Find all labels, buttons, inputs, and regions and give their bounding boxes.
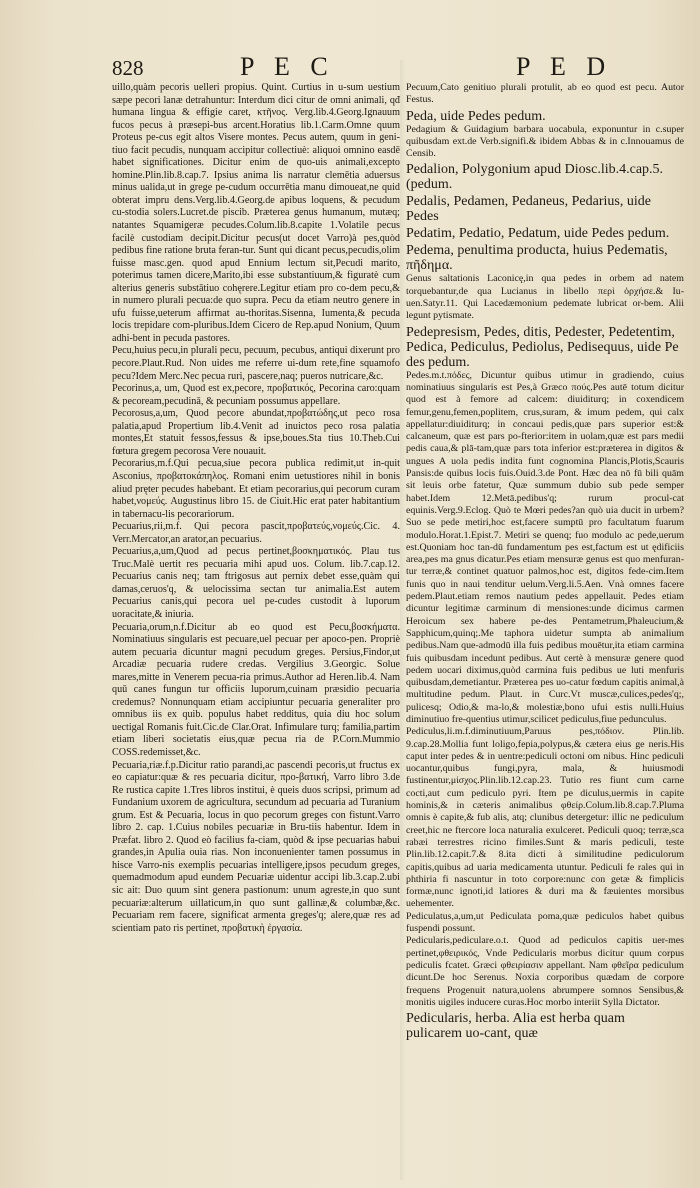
dictionary-entry: Pedatim, Pedatio, Pedatum, uide Pedes pedum. [406,226,670,242]
running-header [0,50,700,86]
right-column [406,82,684,1176]
dictionary-entry: Pedes.m.t.πόδες, Dicuntur quibus utimur in gradiendo, cuius nominatiuus singularis est Pes,à Græco πούς.Pes autē totum dicitur quod est à femore ad calcem: diuiditurq; in coxendicem femur,genu,femen,poplitem, crus,suram, & imum pedem, qui calx appellatur:diuiditurq; in concaui pedis,quæ pars superior est:& calcaneum, quæ est pars po-fterior:item in uolam,quæ est pars medii pedis caua,& plā-tam,quæ pars tota inferior est:præterea in digitos & ungues A uola pedis indita funt cognomina Plancis,Plotis,Scauris Pansis:de quibus locis fuis.Ouid.3.de Pont. Hæc dea nō fū bili quām sit leuis orbe fatetur, Quæ summum dubio sub pede semper habet.Idem 12.Metā.pedibus'q; rurum procul-cat equinis.Verg.9.Eclog. Quò te Mœri pedes?an quò uia ducit in urbem?Suo se pede metiri,hoc est,facere sumptū pro facultatum fuarum modulo.Horat.1.Epist.7. Metiri se quenq; fuo modulo ac pede,uerum est.Quoniam hoc tan-dū fundamentum pes est,factum est ut ędificiis area,pes ma gnus dicatur.Pes etiam mensuræ genus est quo menfuran-tur terræ,& continet quatuor palmos,hoc est, digitos fede-cim.Item funis quo in naui tenditur uelum.Verg.li.5.Aen. Vnà omnes facere pedem.Plaut.etiam remos nautium pedes appellauit. Pedes etiam dicuntur legitimæ carminum di mensiones:unde dicimus carmen Heroicum sex habere pe-des Pentametrum,Phaleucium,& Sapphicum,quinq;.Me taphora uidetur sumpta ab animalium pedibus.Nam que-admodū illa fuis pedibus mouētur,ita etiam carmina fuis quibusdam incedunt pedibus. Aut certè à mensuræ genere quod pedem uocari diximus,quòd carmina fuis pedibus ue luti menfuris quibusdam,demetiantur. Præterea pes uo-catur fœdum capitis animal,à multitudine pedum. Plaut. in Curc.Vt muscæ,culices,pedes'q;, pulicesq; Odio,& ma-lo,& molestiæ,bono ufui estis nulli.Huius diminutiuo fre-quentius utimur,scilicet pediculus,fiue pedunculus. [406,369,684,725]
guide-word-left: P E C [240,52,335,81]
dictionary-entry: Pecuum,Cato genitiuo plurali protulit, ab eo quod est pecu. Autor Festus. [406,82,684,106]
dictionary-entry: Pedalis, Pedamen, Pedaneus, Pedarius, uide Pedes [406,194,651,225]
dictionary-entry: Pedicularis,pediculare.o.t. Quod ad pediculos capitis uer-mes pertinet,φθειρικός, Vnde Pedicularis morbus dicitur quum corpus pediculis fcatet. Græci φθειρίασιν appellant. Nam φθεῖρα pediculum dicunt.De hoc Serenus. Noxia corporibus quædam de corpore frequens Progenuit natura,uolens abrumpere somnos Sensibus,& monitis uigiles inducere curas.Hoc morbo interiit Sylla Dictator. [406,935,684,1008]
dictionary-entry: Pecorinus,a, um, Quod est ex,pecore, προβατικός, Pecorina caro:quam & pecoream,pecudinā, & pecuniam possumus appellare. [112,383,400,407]
dictionary-entry: Pecuaria,orum,n.f.Dicitur ab eo quod est Pecu,βοσκήματα. Nominatiuus singularis est pecuare,uel pecuar per apoco-pen. Propriè autem pecuaria dicuntur magni pecudum greges. Persius,Findor,ut Arcadiæ pecuaria rudere credas. Vergilius 3.Georgic. Solue mares,mitte in Venerem pecua-ria primus.Author ad Heren.lib.4. Nam quū canes fungun tur officiis luporum,cuinam præsidio pecuaria credemus? Nonnunquam etiam accipiuntur pecuaria generaliter pro omnibus iis ex quib. populus habet redditus, quia diu hoc solum uectigal Romanis fuit.Cic.de Clar.Orat. Infimulare turq; familia,partim etiam liberi societatis eius,quæ pecua ria de P.Corn.Mummio COSS.redemisset,&c. [112,621,400,758]
page-number: 828 [112,56,144,80]
dictionary-entry: Pedepresism, Pedes, ditis, Pedester, Pedetentim, Pedica, Pediculus, Pediolus, Pedisequus, uide Pe des pedum. [406,324,679,370]
dictionary-entry: Pedalion, Polygonium apud Diosc.lib.4.cap.5. (pedum. [406,162,664,193]
dictionary-entry: Pecuaria,riæ.f.p.Dicitur ratio parandi,ac pascendi pecoris,ut fructus ex eo capiatur:quæ & res pecuaria dicitur, προ-βατική, Varro libro 3.de Re rustica capite 1.Tres libros institui, è queis duos scripsi, primum ad Fundanium uxorem de agricultura, secundum ad pecuaria ad Turanium grum. Est & Pecuaria, locus in quo pecorum greges con fistunt.Varro libro 2. cap. 1.Cuius nobiles pecuariæ in Bru-tiis habentur. Idem in Præfat. libro 2. Quod eò facilius fa-ciam, quòd & ipse pecuarias habui grandes,in Apulia ouia rias. Non inconuenienter tamen possumus in hisce Varro-nis exemplis pecuarias intelligere,ipsos pecudum greges, quemadmodum apud eundem Pecuariæ uidentur accipi lib.3.cap.2.ubi sic ait: Duo quum sint genera pastionum: unum agreste,in quo sunt pecuariæ:alterum uillaticum,in quo sunt gallinæ,& columbæ,&c. Pecuariam rem facere, significat armenta greges'q; alere,quæ res ad scientiam pato ris pertinet, προβατικὴ ἐργασία. [112,759,400,934]
dictionary-entry: Pedicularis, herba. Alia est herba quam pulicarem uo-cant, quæ [406,1011,625,1042]
dictionary-entry: uillo,quàm pecoris uelleri propius. Quint. Curtius in u-sum uestium sæpe pecori lanæ detrahuntur: Interdum dici citur de omni animali, qđ humana lingua & effigie caret, κτῆνος. Verg.lib.4.Georg.Ignauum fucos pecus à præsepi-bus arcent.Horatius lib.1.Carm.Omne quum Proteus pe-cus egit altos Visere montes. Pecus autem, quum in geni-tiuo facit pecudis, nunquam accipitur collectiuè: aliquoi omnino easdē habet significationes. Dicitur enim de quo-uis animali,excepto homine.Plin.lib.8.cap.7. Ipsius anima lis narratur clemētia aduersus minus ualida,ut in grege pe-cudum occurrētia manu dimoueat,ne quid obterat impru dens.Verg.lib.4.Georg.de apibus loquens, & pecudum cu-stodia solers.Lucret.de piscib. Præterea genus humanum, mutæq; natantes Squamigeræ pecudes.Colum.lib.8.capite 1.Volatile pecus facilè custodiam decipit.Dicitur pecus(ut docet Varro)à pes,quòd pedibus fine ratione bruta feran-tur. Sunt qui dicant pecus,pecudis,olim fuisse masc.gen. quod apud Ennium lectum sit,Pecudi marito, poterimus tamen dicere,Marito,ibi esse substantiuum,& figuratè cum alterius generis substātiuo cohęrere.Legitur etiam pro co-dem pecu,& in numero plurali pecua:de quo supra. Pecu da etiam neutro genere in ufu fuisse,ueterum affirmat au-thoritas.Sisenna, Iumenta,& pecuda locis trepidare com-pluribus.Idem Cicero de Rep.apud Nonium, Quum adhi-bent in pecuda pastores. [112,82,400,344]
dictionary-entry: Pediculatus,a,um,ut Pediculata poma,quæ pediculos habet quibus fuspendi possunt. [406,910,684,935]
dictionary-entry: Pedema, penultima producta, huius Pedematis, πῆδημα. [406,243,668,274]
dictionary-entry: Pediculus,li.m.f.diminutiuum,Paruus pes,πόδιον. Plin.lib. 9.cap.28.Mollia funt loligo,fepia,polypus,& cætera eius ge neris.His caput inter pedes & in uentre:pediculi octoni om nibus. Hinc pediculi uocantur,quibus fungi,pyra, mala, & huiusmodi fustinentur,μίσχος.Plin.lib.12.cap.23. Tutio res fiunt cum carne cocti,aut cum pediculo pyri. Item pe diculus,uermis in capite hominis,& in cæteris animalibus φθείρ.Colum.lib.8.cap.7.Pluma omnis è capite,& fub alis, atq; clunibus detergetur: illic ne pediculum creet,hic ne ftercore loca naturalia exulceret. Pediculi quoq; terræ,sca rabæi terrestres ricino fimiles.Sunt & maris pediculi, teste Plin.lib.12.capit.7.& 8.ita dicti à similitudine pediculorum capitis,quibus ad uaria medicamenta utuntur. Pediculi fe rales qui in phthiria fi nascuntur in toto corpore:nunc con getæ & fimplicis formæ,nunc ignoti,id latiores & duri ma & fæuientes morsibus uehementer. [406,726,684,910]
dictionary-entry: Pecorosus,a,um, Quod pecore abundat,προβατώδης,ut peco rosa palatia,apud Propertium lib.4.Venit ad inuictos peco rosa palatia montes,Et statuit fessos,fessus & ipse,boues.Sta tius 10.Theb.Cui fœtura gregem pecorosa Vere nouauit. [112,408,400,457]
guide-word-right: P E D [516,52,613,81]
dictionary-entry: Pecuarius,rii,m.f. Qui pecora pascit,προβατεύς,νομεύς.Cic. 4. Verr.Mercator,an arator,an pecuarius. [112,521,400,545]
dictionary-entry: Genus saltationis Laconicę,in qua pedes in orbem ad natem torquebantur,de qua Lucianus in libello περὶ ὀρχήσε.& Iu-uen.Satyr.11. Qui Lacedæmonium pedemate lubricat or-bem. Alii legunt pytismate. [406,273,684,322]
dictionary-entry: Pecuarius,a,um,Quod ad pecus pertinet,βοσκηματικός. Plau tus Truc.Malè uertit res pecuaria mihi apud uos. Colum. lib.7.cap.12. Pecuarius canis neq; tam ftrigosus aut pernix debet esse,quàm qui damas,ceruos'q, & uelocissima sectan tur animalia.Est autem Pecuarius canis,qui pecora uel pe-cudes custodit à luporum uoracitate,& iniuria. [112,546,400,620]
dictionary-entry: Peda, uide Pedes pedum. [406,108,546,124]
dictionary-entry: Pecorarius,m.f.Qui pecua,siue pecora publica redimit,ut in-quit Asconius, προβατοκάπηλος. Romani enim uetustiores nihil in bonis aliud pręter pecudes habebant. Et etiam pecorarius,qui pecorum curam habet,νομεύς. Augustinus libro 15. de Ciuit.Hic erat pater habitantium in tabernacu-lis pecorariorum. [112,458,400,520]
dictionary-entry: Pecu,huius pecu,in plurali pecu, pecuum, pecubus, antiqui dixerunt pro pecore.Plaut.Rud. Non uides me referre ui-dum rete,fine squamofo pecu?Idem Merc.Nec pecua ruri, pascere,naq; pueros nutricare,&c. [112,345,400,382]
dictionary-entry: Pedagium & Guidagium barbara uocabula, exponuntur in c.super quibusdam ext.de Verb.signifi.& ibidem Abbas & in c.Innouamus de Censib. [406,123,684,160]
left-column [112,82,400,1176]
